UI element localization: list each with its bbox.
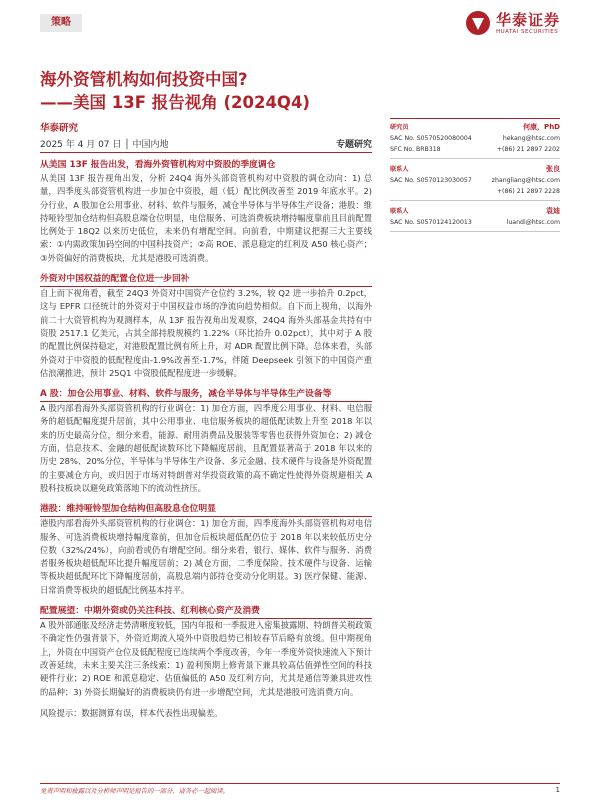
section-text: A 股外部通胀及经济走势清晰度较低，国内年报和一季报进入密集披露期、特朗普关税政策不确定性仍强背景下，外资近期流入境外中资股趋势已相较春节后略有放缓。但中期视角上，外资在中国资产仓位及低配程度已连续两个季度改善，今年一季度外资快速流入下预计改善延续，未来主要关注三条线索：1) 盈利预期上修背景下兼具较高估值弹性空间的科技硬件行业；2) ROE 和派息稳定、估值偏低的 A50 及红利方向，尤其是通信等兼具进攻性的品种；3) 外资长期偏好的消费板块仍有进一步增配空间，尤其是港股可选消费方向。 [40, 620, 372, 697]
analyst-panel [390, 118, 560, 237]
section-text: A 股内部看海外头部资管机构的行业调仓：1) 加仓方面，四季度公用事业、材料、电信服务的超低配幅度提升居前，其中公用事业、电信服务板块的超低配读数上升至 2018 年以来的历史最高分位，细分来看，能源、耐用消费品及服装等零售也获得外资加仓；2) 减仓方面，信息技术、金融的超低配读数环比下降幅度居前，且配置显著高于 2018 年以来的历史 28%、20%分位，半导体与半导体生产设备、多元金融、技术硬件与设备是外资配置的主要减仓方向，或归因于市场对特朗普对华投资政策的高不确定性使得外资规避相关 A 股科技板块以避免政策落地下的流动性挤压。 [40, 403, 372, 493]
footer-divider [40, 783, 560, 784]
huatai-logo [465, 10, 560, 36]
report-category-tag: 策略 [40, 14, 82, 32]
section [40, 273, 372, 380]
section-title: 从美国 13F 报告出发，看海外资管机构对中资股的季度调仓 [40, 160, 276, 170]
analyst-card [390, 118, 560, 159]
section [40, 388, 372, 495]
disclaimer-footer: 免责声明和披露以及分析师声明是报告的一部分，请务必一起阅读。 [40, 788, 229, 795]
report-subtitle: ——美国 13F 报告视角 (2024Q4) [40, 93, 310, 112]
analyst-role: 研究员 [390, 124, 409, 131]
analyst-card [390, 164, 560, 201]
logo-chinese-text: 华泰证券 [495, 10, 560, 29]
analyst-sfc: SFC No. BRB318 [390, 146, 441, 153]
report-meta-row [40, 137, 372, 149]
huatai-logo-icon [465, 10, 491, 36]
report-type: 专题研究 [335, 140, 372, 150]
analyst-name: 张良 [546, 165, 560, 173]
page-number: 1 [555, 786, 560, 794]
logo-english-text: HUATAI SECURITIES [495, 28, 559, 35]
research-house: 华泰研究 [40, 123, 79, 134]
meta-divider [40, 152, 372, 153]
analyst-name: 袁迪 [546, 207, 560, 215]
analyst-sac: SAC No. S0570123030057 [390, 177, 472, 184]
report-title: 海外资管机构如何投资中国? [40, 70, 248, 89]
section [40, 159, 372, 265]
section-text: 港股内部看海外头部资管机构的行业调仓：1) 加仓方面，四季度海外头部资管机构对电信服务、可选消费板块增持幅度靠前，但加仓后板块超低配仍位于 2018 年以来较低历史分位数（32%/24%），向前看或仍有增配空间。细分来看，银行、媒体、软件与服务、消费者服务板块超低配环比提升幅度居前；2) 减仓方面，二季度保险、技术硬件与设备、运输等板块超低配环比下降幅度居前，高股息端内部持仓变动分化明显。3) 医疗保健、能源、日常消费等板块的超低配比例基本持平。 [40, 518, 372, 595]
section-title: 外资对中国权益的配置仓位进一步回补 [40, 273, 372, 287]
analyst-phone: +(86) 21 2897 2228 [496, 188, 560, 195]
analyst-email[interactable]: hekang@htsc.com [502, 135, 560, 142]
analyst-sac: SAC No. S0570124120013 [390, 219, 472, 226]
risk-warning: 风险提示：数据测算有误，样本代表性出现偏差。 [40, 707, 223, 718]
analyst-email[interactable]: luandi@htsc.com [506, 219, 560, 226]
section-title: 港股：维持哑铃型加仓结构但高股息仓位明显 [40, 503, 372, 517]
analyst-name: 何康，PhD [523, 123, 560, 131]
section-text: 从美国 13F 报告视角出发，分析 24Q4 海外头部资管机构对中资股的调仓动向：1) 总量，四季度头部资管机构进一步加仓中资股，超（低）配比例改善至 2019 年底水平。2) 分行业，A 股加仓公用事业、材料、软件与服务，减仓半导体与半导体生产设备；港股：维持哑铃型加仓结构但高股息端仓位明显，电信服务、可选消费板块增持幅度靠前且目前配置比例处于 18Q2 以来历史低位，未来仍有增配空间。向前看，中期建议把握三大主要线索：①内需政策加码空间的中国科技资产；②高 ROE、派息稳定的红利及 A50 核心资产；③外资偏好的消费板块，尤其是港股可选消费。 [40, 173, 372, 263]
analyst-card [390, 206, 560, 232]
section-title: 配置展望：中期外资或仍关注科技、红利核心资产及消费 [40, 605, 372, 619]
analyst-role: 联系人 [390, 166, 409, 173]
report-date: 2025 年 4 月 07 日 │ 中国内地 [40, 140, 169, 150]
section [40, 503, 372, 597]
analyst-phone: +(86) 21 2897 2202 [496, 146, 560, 153]
section [40, 605, 372, 699]
analyst-sac: SAC No. S0570520080004 [390, 135, 472, 142]
report-body [40, 159, 372, 719]
section-title: A 股：加仓公用事业、材料、软件与服务，减仓半导体与半导体生产设备等 [40, 388, 372, 402]
analyst-email[interactable]: zhangliang@htsc.com [491, 177, 560, 184]
analyst-role: 联系人 [390, 208, 409, 215]
section-text: 自上而下视角看，截至 24Q3 外资对中国资产仓位约 3.2%，较 Q2 进一步抬升 0.2pct，这与 EPFR 口径统计的外资对于中国权益市场的净流向趋势相似。自下而上视角，以海外前二十大资管机构为观测样本，从 13F 报告视角出发观察，24Q4 海外头部基金共持有中资股 2517.1 亿美元，占其全部持股规模约 1.22%（环比抬升 0.02pct），其中对于 A 股的配置比例保持稳定，对港股配置比例有所上升，对 ADR 配置比例下降。总体来看，头部外资对于中资股的低配程度由-1.9%改善至-1.7%，伴随 Deepseek 引领下的中国资产重估浪潮推进，预计 25Q1 中资股低配程度进一步缓解。 [40, 288, 372, 378]
